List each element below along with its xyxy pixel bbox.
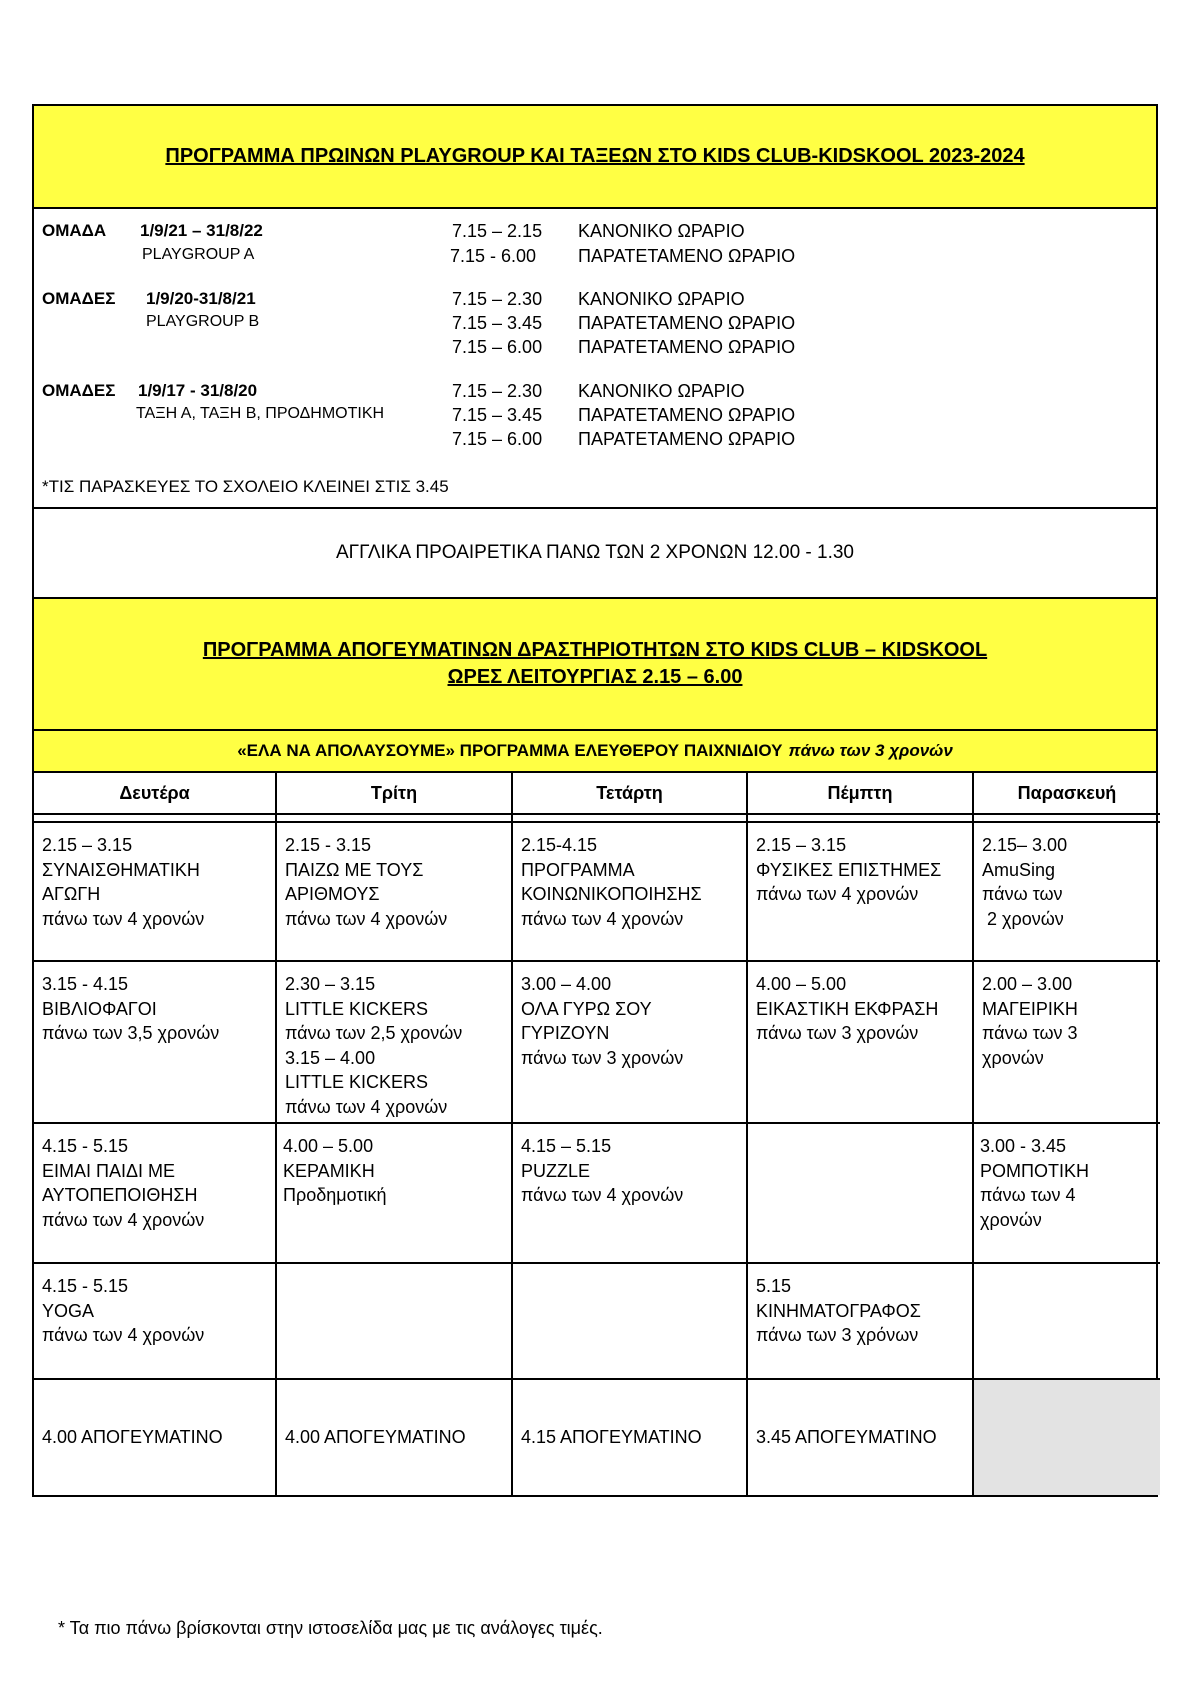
group-3-type-2: ΠΑΡΑΤΕΤΑΜΕΝΟ ΩΡΑΡΙΟ <box>578 405 796 425</box>
group-2-time-3: 7.15 – 6.00 <box>452 337 543 357</box>
group-1-time-2: 7.15 - 6.00 <box>450 246 537 266</box>
group-2-time-2: 7.15 – 3.45 <box>452 313 543 333</box>
table-row <box>34 1123 1160 1263</box>
days-header-row <box>34 773 1160 814</box>
activity-cell: 2.15 – 3.15 ΦΥΣΙΚΕΣ ΕΠΙΣΤΗΜΕΣ πάνω των 4 χρονών <box>747 822 973 961</box>
activity-cell: 4.15 - 5.15 YOGA πάνω των 4 χρονών <box>34 1263 276 1379</box>
afternoon-cell: 4.15 ΑΠΟΓΕΥΜΑΤΙΝΟ <box>512 1379 747 1495</box>
day-header: Πέμπτη <box>747 773 973 814</box>
group-3-dates: 1/9/17 - 31/8/20 <box>138 381 258 400</box>
schedule-document <box>32 104 1158 1497</box>
activity-cell: 2.15– 3.00 AmuSing πάνω των 2 χρονών <box>973 822 1160 961</box>
group-1-sub: PLAYGROUP A <box>142 246 255 263</box>
activity-cell: 4.15 - 5.15 ΕΙΜΑΙ ΠΑΙΔΙ ΜΕ ΑΥΤΟΠΕΠΟΙΘΗΣΗ πάνω των 4 χρονών <box>34 1123 276 1263</box>
group-3-label: ΟΜΑΔΕΣ <box>42 381 116 400</box>
afternoon-cell: 4.00 ΑΠΟΓΕΥΜΑΤΙΝΟ <box>276 1379 512 1495</box>
day-header: Δευτέρα <box>34 773 276 814</box>
friday-note: *ΤΙΣ ΠΑΡΑΣΚΕΥΕΣ ΤΟ ΣΧΟΛΕΙΟ ΚΛΕΙΝΕΙ ΣΤΙΣ 3.45 <box>42 477 449 496</box>
group-3-sub: ΤΑΞΗ Α, ΤΑΞΗ Β, ΠΡΟΔΗΜΟΤΙΚΗ <box>136 405 385 422</box>
group-3-type-3: ΠΑΡΑΤΕΤΑΜΕΝΟ ΩΡΑΡΙΟ <box>578 429 796 449</box>
group-2-sub: PLAYGROUP B <box>146 313 260 330</box>
group-1-dates: 1/9/21 – 31/8/22 <box>140 221 263 240</box>
day-header: Παρασκευή <box>973 773 1160 814</box>
afternoon-row <box>34 1379 1160 1495</box>
afternoon-cell: 3.45 ΑΠΟΓΕΥΜΑΤΙΝΟ <box>747 1379 973 1495</box>
empty-gray-cell <box>973 1379 1160 1495</box>
empty-cell <box>276 1263 512 1379</box>
activity-cell: 4.00 – 5.00 ΕΙΚΑΣΤΙΚΗ ΕΚΦΡΑΣΗ πάνω των 3 χρονών <box>747 961 973 1123</box>
footer-note: * Τα πιο πάνω βρίσκονται στην ιστοσελίδα μας με τις ανάλογες τιμές. <box>58 1618 603 1638</box>
group-3-time-1: 7.15 – 2.30 <box>452 381 543 401</box>
group-3-type-1: ΚΑΝΟΝΙΚΟ ΩΡΑΡΙΟ <box>578 381 745 401</box>
activity-cell: 4.00 – 5.00 ΚΕΡΑΜΙΚΗ Προδημοτική <box>276 1123 512 1263</box>
day-header: Τετάρτη <box>512 773 747 814</box>
empty-cell <box>512 1263 747 1379</box>
day-header: Τρίτη <box>276 773 512 814</box>
table-row <box>34 961 1160 1123</box>
empty-cell <box>973 1263 1160 1379</box>
afternoon-hours: ΩΡΕΣ ΛΕΙΤΟΥΡΓΙΑΣ 2.15 – 6.00 <box>447 666 743 688</box>
morning-program-title: ΠΡΟΓΡΑΜΜΑ ΠΡΩΙΝΩΝ PLAYGROUP ΚΑΙ ΤΑΞΕΩΝ ΣΤΟ KIDS CLUB-KIDSKOOL 2023-2024 <box>34 106 1156 209</box>
afternoon-program-title <box>34 599 1156 731</box>
group-2-type-3: ΠΑΡΑΤΕΤΑΜΕΝΟ ΩΡΑΡΙΟ <box>578 337 796 357</box>
activity-cell: 2.30 – 3.15 LITTLE KICKERS πάνω των 2,5 χρονών 3.15 – 4.00 LITTLE KICKERS πάνω των 4 χρονών <box>276 961 512 1123</box>
morning-schedule <box>34 209 1156 509</box>
group-2-label: ΟΜΑΔΕΣ <box>42 289 116 308</box>
activity-cell: 4.15 – 5.15 PUZZLE πάνω των 4 χρονών <box>512 1123 747 1263</box>
group-1-type-2: ΠΑΡΑΤΕΤΑΜΕΝΟ ΩΡΑΡΙΟ <box>578 246 796 266</box>
group-2-type-2: ΠΑΡΑΤΕΤΑΜΕΝΟ ΩΡΑΡΙΟ <box>578 313 796 333</box>
spacer-row <box>34 814 1160 822</box>
afternoon-title-line: ΠΡΟΓΡΑΜΜΑ ΑΠΟΓΕΥΜΑΤΙΝΩΝ ΔΡΑΣΤΗΡΙΟΤΗΤΩΝ ΣΤΟ KIDS CLUB – KIDSKOOL <box>202 639 988 661</box>
activity-cell: 3.00 - 3.45 ΡΟΜΠΟΤΙΚΗ πάνω των 4 χρονών <box>973 1123 1160 1263</box>
group-2-dates: 1/9/20-31/8/21 <box>146 289 256 308</box>
free-play-text: «ΕΛΑ ΝΑ ΑΠΟΛΑΥΣΟΥΜΕ» ΠΡΟΓΡΑΜΜΑ ΕΛΕΥΘΕΡΟΥ ΠΑΙΧΝΙΔΙΟΥ <box>237 741 783 760</box>
english-note: ΑΓΓΛΙΚΑ ΠΡΟΑΙΡΕΤΙΚΑ ΠΑΝΩ ΤΩΝ 2 ΧΡΟΝΩΝ 12.00 - 1.30 <box>34 509 1156 599</box>
free-play-banner <box>34 731 1156 773</box>
afternoon-cell: 4.00 ΑΠΟΓΕΥΜΑΤΙΝΟ <box>34 1379 276 1495</box>
activities-table <box>34 773 1160 1495</box>
table-row <box>34 1263 1160 1379</box>
group-2-time-1: 7.15 – 2.30 <box>452 289 543 309</box>
activity-cell: 3.15 - 4.15 ΒΙΒΛΙΟΦΑΓΟΙ πάνω των 3,5 χρονών <box>34 961 276 1123</box>
group-1-type-1: ΚΑΝΟΝΙΚΟ ΩΡΑΡΙΟ <box>578 221 745 241</box>
group-3-time-2: 7.15 – 3.45 <box>452 405 543 425</box>
activity-cell: 2.15-4.15 ΠΡΟΓΡΑΜΜΑ ΚΟΙΝΩΝΙΚΟΠΟΙΗΣΗΣ πάνω των 4 χρονών <box>512 822 747 961</box>
group-2-type-1: ΚΑΝΟΝΙΚΟ ΩΡΑΡΙΟ <box>578 289 745 309</box>
activity-cell: 2.00 – 3.00 ΜΑΓΕΙΡΙΚΗ πάνω των 3 χρονών <box>973 961 1160 1123</box>
activity-cell: 2.15 - 3.15 ΠΑΙΖΩ ΜΕ ΤΟΥΣ ΑΡΙΘΜΟΥΣ πάνω των 4 χρονών <box>276 822 512 961</box>
activity-cell: 2.15 – 3.15 ΣΥΝΑΙΣΘΗΜΑΤΙΚΗ ΑΓΩΓΗ πάνω των 4 χρονών <box>34 822 276 961</box>
free-play-age: πάνω των 3 χρονών <box>788 741 953 760</box>
group-3-time-3: 7.15 – 6.00 <box>452 429 543 449</box>
table-row <box>34 822 1160 961</box>
group-1-time-1: 7.15 – 2.15 <box>452 221 543 241</box>
activity-cell: 3.00 – 4.00 ΟΛΑ ΓΥΡΩ ΣΟΥ ΓΥΡΙΖΟΥΝ πάνω των 3 χρονών <box>512 961 747 1123</box>
empty-cell <box>747 1123 973 1263</box>
activity-cell: 5.15 ΚΙΝΗΜΑΤΟΓΡΑΦΟΣ πάνω των 3 χρόνων <box>747 1263 973 1379</box>
group-1-label: ΟΜΑΔΑ <box>42 221 107 240</box>
